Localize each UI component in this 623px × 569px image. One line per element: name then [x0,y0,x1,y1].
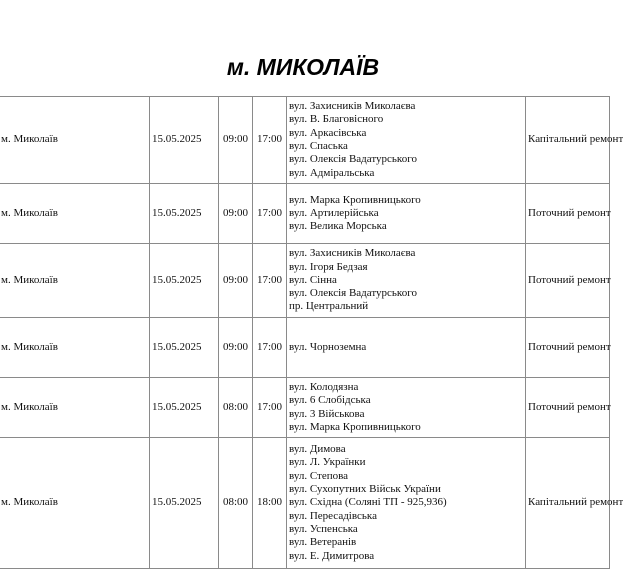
table-row [0,318,610,378]
street-item: вул. В. Благовісного [289,113,384,126]
street-item: вул. Успенська [289,522,358,535]
end-time-cell: 18:00 [253,438,287,569]
table-row [0,97,610,184]
street-item: вул. Олексія Вадатурського [289,287,417,300]
street-item: вул. Чорноземна [289,340,367,353]
work-type-cell: Поточний ремонт [526,378,610,438]
work-type-cell: Поточний ремонт [526,244,610,318]
end-time-cell: 17:00 [253,378,287,438]
street-item: вул. Ігоря Бедзая [289,260,368,273]
table-row [0,378,610,438]
city-cell: м. Миколаїв [0,244,150,318]
table-row [0,438,610,569]
street-item: пр. Центральний [289,300,369,313]
city-cell: м. Миколаїв [0,438,150,569]
streets-cell [287,378,526,438]
work-type-cell: Капітальний ремонт [526,438,610,569]
outage-schedule-table [0,96,623,569]
street-item: вул. Захисників Миколаєва [289,100,416,113]
table-row [0,244,610,318]
streets-cell [287,438,526,569]
date-cell: 15.05.2025 [150,244,219,318]
streets-cell [287,184,526,244]
date-cell: 15.05.2025 [150,378,219,438]
street-item: вул. 3 Військова [289,407,365,420]
street-item: вул. Олексія Вадатурського [289,153,417,166]
date-cell: 15.05.2025 [150,184,219,244]
start-time-cell: 08:00 [219,378,253,438]
end-time-cell: 17:00 [253,184,287,244]
street-item: вул. Спаська [289,140,348,152]
street-item: вул. Східна (Соляні ТП - 925,936) [289,496,447,509]
street-item: вул. Аркасівська [289,126,367,139]
end-time-cell: 17:00 [253,244,287,318]
work-type-cell: Поточний ремонт [526,318,610,378]
streets-cell [287,318,526,378]
date-cell: 15.05.2025 [150,438,219,569]
street-item: вул. Пересадівська [289,509,377,522]
start-time-cell: 08:00 [219,438,253,569]
work-type-cell: Поточний ремонт [526,184,610,244]
city-cell: м. Миколаїв [0,97,150,184]
street-item: вул. Марка Кропивницького [289,420,421,433]
streets-cell [287,244,526,318]
streets-cell [287,97,526,184]
street-item: вул. Сухопутних Військ України [289,483,441,496]
street-item: вул. Л. Українки [289,456,366,469]
end-time-cell: 17:00 [253,97,287,184]
street-item: вул. Е. Димитрова [289,549,375,562]
work-type-cell: Капітальний ремонт [526,97,610,184]
date-cell: 15.05.2025 [150,97,219,184]
street-item: вул. Степова [289,469,349,482]
page-title: м. МИКОЛАЇВ [226,54,380,80]
street-item: вул. Марка Кропивницького [289,193,421,206]
street-item: вул. Артилерійська [289,206,379,219]
street-item: вул. 6 Слобідська [289,394,371,407]
street-item: вул. Велика Морська [289,220,387,233]
start-time-cell: 09:00 [219,244,253,318]
street-item: вул. Колодязна [289,380,359,393]
street-item: вул. Захисників Миколаєва [289,247,416,260]
end-time-cell: 17:00 [253,318,287,378]
street-item: вул. Ветеранів [289,536,357,549]
start-time-cell: 09:00 [219,97,253,184]
street-item: вул. Сінна [289,273,337,286]
city-cell: м. Миколаїв [0,318,150,378]
city-cell: м. Миколаїв [0,184,150,244]
start-time-cell: 09:00 [219,184,253,244]
table-row [0,184,610,244]
city-cell: м. Миколаїв [0,378,150,438]
street-item: вул. Димова [289,443,346,456]
date-cell: 15.05.2025 [150,318,219,378]
street-item: вул. Адміральська [289,166,375,179]
start-time-cell: 09:00 [219,318,253,378]
